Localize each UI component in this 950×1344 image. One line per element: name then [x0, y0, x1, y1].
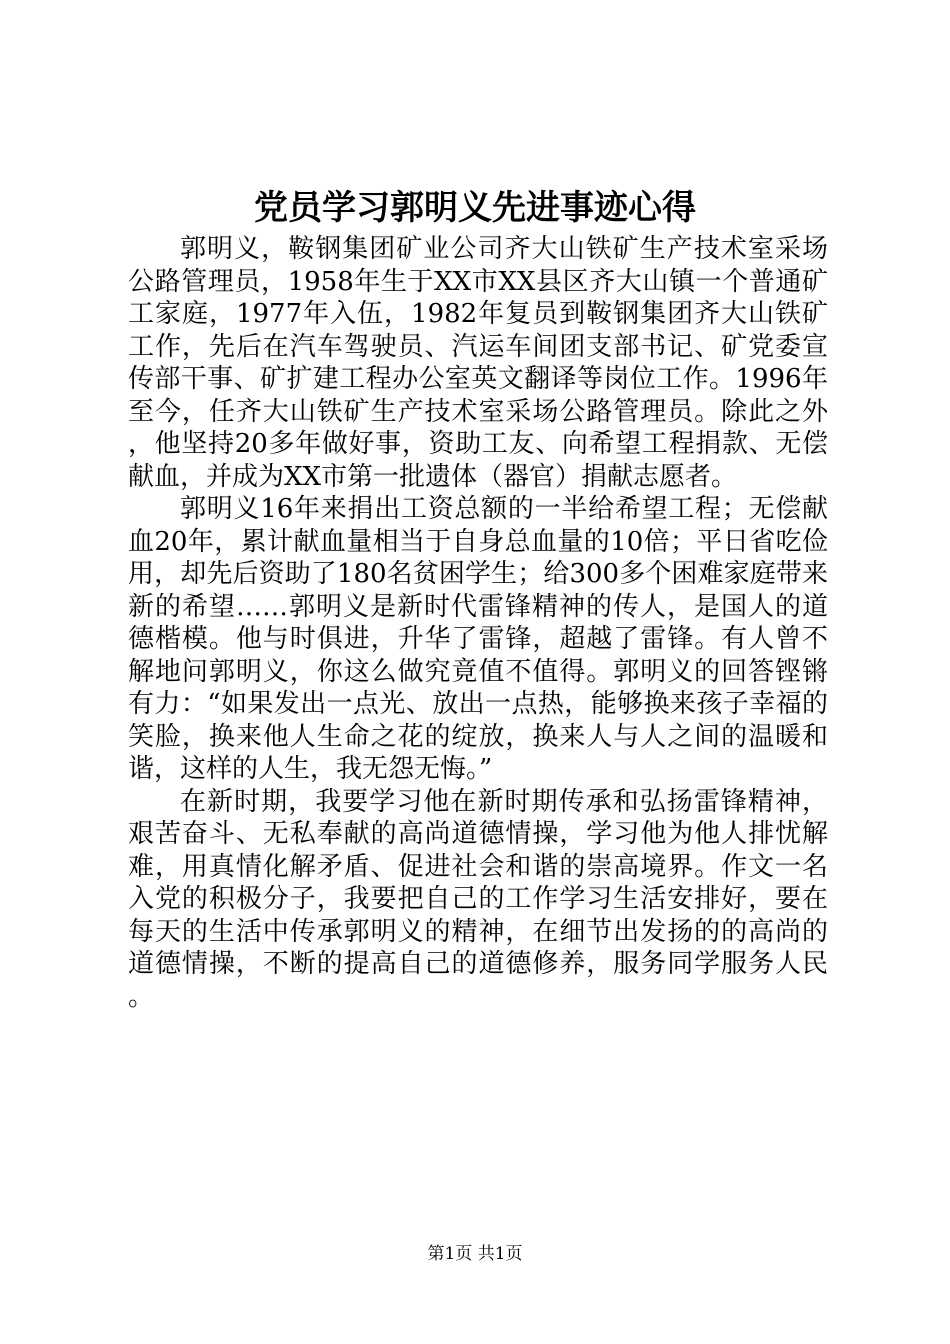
page-footer: 第1页 共1页 [427, 1244, 523, 1264]
document-title: 党员学习郭明义先进事迹心得 [254, 188, 696, 228]
document-body [128, 233, 828, 1013]
paragraph-2: 郭明义16年来捐出工资总额的一半给希望工程；无偿献血20年，累计献血量相当于自身总血量的10倍；平日省吃俭用，却先后资助了180名贫困学生；给300多个困难家庭带来新的希望……郭明义是新时代雷锋精神的传人，是国人的道德楷模。他与时俱进，升华了雷锋，超越了雷锋。有人曾不解地问郭明义，你这么做究竟值不值得。郭明义的回答铿锵有力：“如果发出一点光、放出一点热，能够换来孩子幸福的笑脸，换来他人生命之花的绽放，换来人与人之间的温暖和谐，这样的人生，我无怨无悔。” [128, 494, 828, 784]
paragraph-1: 郭明义，鞍钢集团矿业公司齐大山铁矿生产技术室采场公路管理员，1958年生于XX市XX县区齐大山镇一个普通矿工家庭，1977年入伍，1982年复员到鞍钢集团齐大山铁矿工作，先后在汽车驾驶员、汽运车间团支部书记、矿党委宣传部干事、矿扩建工程办公室英文翻译等岗位工作。1996年至今，任齐大山铁矿生产技术室采场公路管理员。除此之外，他坚持20多年做好事，资助工友、向希望工程捐款、无偿献血，并成为XX市第一批遗体（器官）捐献志愿者。 [128, 234, 828, 492]
paragraph-3: 在新时期，我要学习他在新时期传承和弘扬雷锋精神，艰苦奋斗、无私奉献的高尚道德情操，学习他为他人排忧解难，用真情化解矛盾、促进社会和谐的崇高境界。作文一名入党的积极分子，我要把自己的工作学习生活安排好，要在每天的生活中传承郭明义的精神，在细节出发扬的的高尚的道德情操，不断的提高自己的道德修养，服务同学服务人民。 [128, 786, 828, 1012]
